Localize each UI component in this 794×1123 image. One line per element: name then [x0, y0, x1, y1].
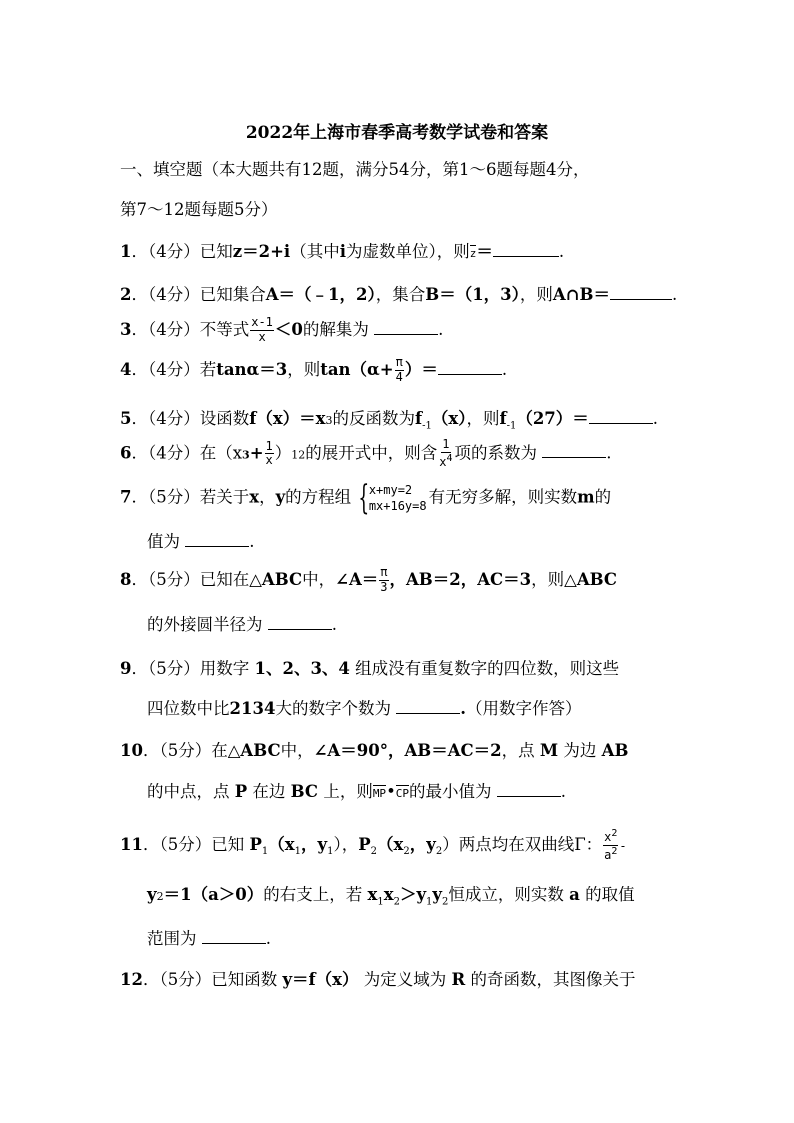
question-7-cont: 值为 . [147, 532, 255, 551]
fraction: $\frac{x^2}{a^2}$ [604, 828, 618, 862]
answer-blank[interactable] [589, 422, 653, 424]
question-8-cont: 的外接圆半径为 . [147, 615, 337, 634]
answer-blank[interactable] [374, 333, 438, 335]
question-4: 4．（4分）若tanα＝3，则tan（α+ $\frac{\pi}{4}$ ）＝ . [120, 355, 508, 384]
answer-blank[interactable] [497, 795, 561, 797]
question-11-cont: y2＝1（a＞0）的右支上，若 $x_1x_2>y_1y_2$恒成立，则实数 a 的取值 [147, 885, 635, 908]
answer-blank[interactable] [438, 373, 502, 375]
page-title: 2022年上海市春季高考数学试卷和答案 [245, 123, 549, 143]
answer-blank[interactable] [493, 255, 559, 257]
question-9-cont: 四位数中比2134大的数字个数为 .（用数字作答） [147, 699, 582, 718]
answer-blank[interactable] [396, 712, 460, 714]
question-11: 11．（5分）已知 $P_1(x_1$，$y_1$），$P_2(x_2$，$y_2$）两点均在双曲线Γ： $\frac{x^2}{a^2}$ - [120, 828, 627, 862]
fraction: $\frac{1}{x}$ [265, 438, 273, 468]
question-10: 10．（5分）在△ABC中，∠A＝90°，AB＝AC＝2，点 M 为边 AB [120, 741, 629, 760]
question-6: 6．（4分）在（x3+ $\frac{1}{x}$ ）12的展开式中，则含 $\frac{1}{x^4}$ 项的系数为 . [120, 437, 612, 469]
section-heading-cont: 第7～12题每题5分） [120, 200, 278, 219]
question-9: 9．（5分）用数字 1、2、3、4 组成没有重复数字的四位数，则这些 [120, 659, 620, 678]
question-7: 7．（5分）若关于x，y的方程组 { x+my=2 mx+16y=8 有无穷多解，则实数m的 [120, 477, 612, 518]
equation-system: { x+my=2 mx+16y=8 [358, 477, 427, 518]
fraction: $\frac{x-1}{x}$ [251, 315, 273, 344]
fraction: $\frac{1}{x^4}$ [439, 437, 453, 469]
question-12: 12．（5分）已知函数 y＝f（x） 为定义域为 R 的奇函数，其图像关于 [120, 970, 636, 989]
answer-blank[interactable] [268, 628, 332, 630]
vector-cp: CP [395, 787, 410, 800]
question-10-cont: 的中点，点 P 在边 BC 上，则MP•CP的最小值为 . [147, 782, 567, 801]
answer-blank[interactable] [610, 298, 672, 300]
answer-blank[interactable] [542, 456, 606, 458]
answer-blank[interactable] [185, 545, 249, 547]
vector-mp: MP [372, 787, 387, 800]
fraction: $\frac{\pi}{3}$ [380, 565, 388, 594]
question-3: 3．（4分）不等式 $\frac{x-1}{x}$ ＜0的解集为 . [120, 315, 444, 344]
question-2: 2．（4分）已知集合A＝（﹣1，2），集合B＝（1，3），则A∩B＝ . [120, 285, 678, 304]
section-heading: 一、填空题（本大题共有12题，满分54分，第1～6题每题4分， [120, 160, 590, 179]
fraction: $\frac{\pi}{4}$ [395, 355, 403, 384]
z-conjugate: z [469, 247, 477, 260]
question-8: 8．（5分）已知在△ABC中，∠A＝ $\frac{\pi}{3}$ ，AB＝2，AC＝3，则△ABC [120, 565, 618, 594]
question-5: 5．（4分）设函数f（x）＝x3的反函数为$f_{-1}(x)$，则$f_{-1}(27)=$ . [120, 409, 659, 432]
brace-icon: { [358, 477, 370, 518]
question-1: 1．（4分）已知z＝2+i（其中i为虚数单位），则z＝ . [120, 242, 565, 261]
question-11-cont2: 范围为 . [147, 929, 271, 948]
answer-blank[interactable] [202, 942, 266, 944]
